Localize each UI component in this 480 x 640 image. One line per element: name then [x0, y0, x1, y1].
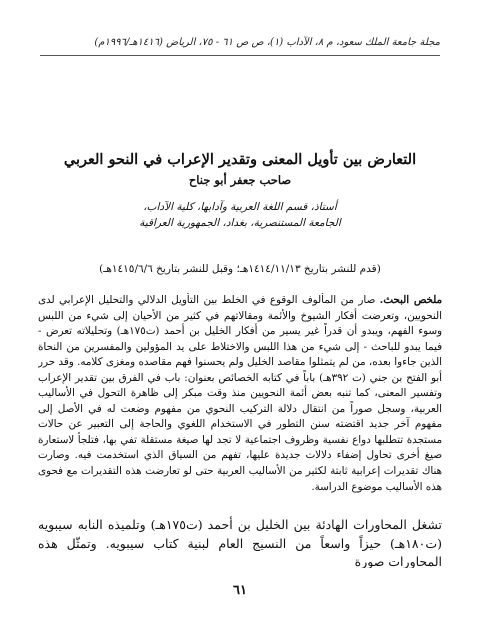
abstract-label: ملخص البحث.	[379, 294, 442, 306]
body-paragraph: تشغل المحاورات الهادئة بين الخليل بن أحمد (ت١٧٥هـ) وتلميذه النابه سيبويه (ت١٨٠هـ) حيزاً واسعاً من النسيج العام لبنية كتاب سيبويه. وتمثّل هذه المحاورات صورة	[38, 517, 442, 568]
header-rule	[40, 55, 440, 56]
page-number: ٦١	[233, 583, 247, 598]
abstract-text: صار من المألوف الوقوع في الخلط بين التأويل الدلالي والتحليل الإعرابي لدى النحويين، وتعرضت أفكار الشيوخ والأئمة ومقالاتهم في كثير من الأحيان إلى شيء من اللبس وسوء الفهم، ويبدو أن قدراً غير يسير من أفكار الخليل بن أحمد (ت١٧٥هـ) وتحليلاته تعرض - فيما يبدو للباحث - إلى شيء من هذا اللبس والاختلاط على يد المؤولين والمفسرين من النحاة الذين جاءوا بعده، من لم يتمثلوا مقاصد الخليل ولم يحسنوا فهم مقاصده ومغزى كلامه. وقد حرر أبو الفتح بن جني (ت ٣٩٢هـ) باباً في كتابه الخصائص بعنوان: باب في الفرق بين تقدير الإعراب وتفسير المعنى، كما تنبه بعض أئمة النحويين منذ وقت مبكر إلى ظاهرة التحول في الأساليب العربية، وسجل صوراً من انتقال دلالة التركيب النحوي من مفهوم وضعت له في الأصل إلى مفهوم آخر جديد اقتضته سنن التطور في الاستخدام اللغوي والحاجة إلى التعبير عن حالات مستجدة تتطلبها دواع نفسية وظروف اجتماعية لا تجد لها صيغة مستقلة تفي بها، فتلجأ لاستعارة صيغ أخرى تحاول إضفاء دلالات جديدة عليها، تفهم من السياق الذي استخدمت فيه. وصارت هناك تقديرات إعرابية ثابتة لكثير من الأساليب العربية حتى لو تعارضت هذه التقديرات مع فحوى هذه الأساليب موضوع الدراسة.	[38, 294, 442, 493]
author-name: صاحب جعفر أبو جناح	[188, 173, 292, 187]
abstract	[38, 293, 442, 515]
affiliation-line-1: أستاذ، قسم اللغة العربية وآدابها، كلية الآداب،	[143, 201, 337, 213]
running-header: مجلة جامعة الملك سعود، م ٨، الآداب (١)، ص ص ٦١ - ٧٥، الرياض (١٤١٦هـ/١٩٩٦م)	[94, 37, 440, 48]
affiliation-line-2: الجامعة المستنصرية، بغداد، الجمهورية العراقية	[139, 217, 341, 229]
submission-dates: (قدم للنشر بتاريخ ١٤١٤/١١/١٣هـ؛ وقبل للنشر بتاريخ ١٤١٥/٦/٦هـ)	[99, 263, 381, 275]
article-title: التعارض بين تأويل المعنى وتقدير الإعراب في النحو العربي	[63, 151, 417, 168]
